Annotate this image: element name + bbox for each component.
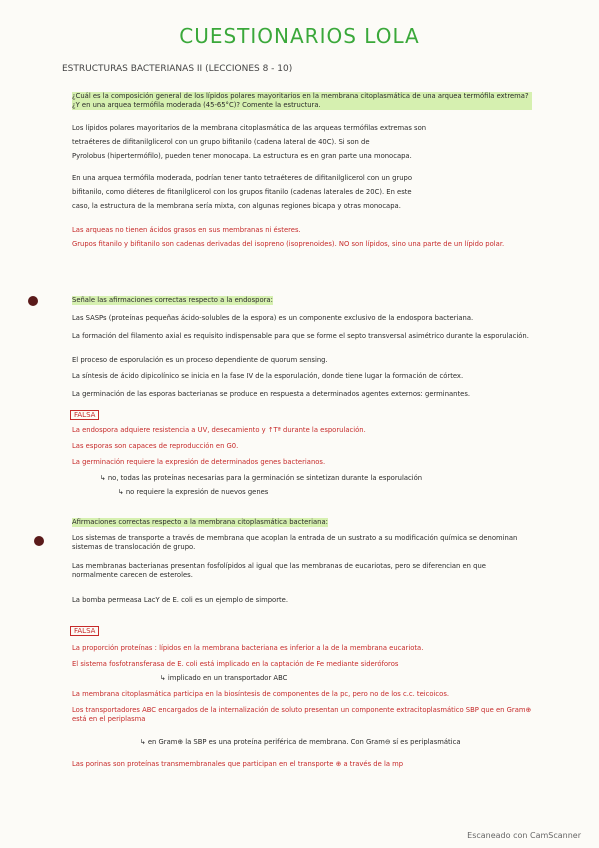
punch-hole xyxy=(28,296,38,306)
false-item: Las esporas son capaces de reproducción en G0. xyxy=(72,442,239,450)
false-label: FALSA xyxy=(70,410,99,420)
false-label: FALSA xyxy=(70,626,99,636)
list-item: El proceso de esporulación es un proceso dependiente de quorum sensing. xyxy=(72,356,328,364)
question-1: ¿Cuál es la composición general de los lípidos polares mayoritarios en la membrana citoplasmática de una arquea termófila extrema? ¿Y en una arquea termófila moderada (45-65°C)? Comente la estructura. xyxy=(72,92,532,110)
false-item: Las porinas son proteínas transmembranales que participan en el transporte ⊕ a través de la mp xyxy=(72,760,404,768)
answer-1-line: En una arquea termófila moderada, podrían tener tanto tetraéteres de difitanilglicerol con un grupo xyxy=(72,174,412,182)
list-item: Los sistemas de transporte a través de membrana que acoplan la entrada de un sustrato a su modificación química se denominan sistemas de translocación de grupo. xyxy=(72,534,518,551)
false-note: ↳ no, todas las proteínas necesarias para la germinación se sintetizan durante la esporulación xyxy=(100,474,423,482)
subtitle: ESTRUCTURAS BACTERIANAS II (LECCIONES 8 - 10) xyxy=(62,64,293,74)
list-item: La formación del filamento axial es requisito indispensable para que se forme el septo transversal asimétrico durante la esporulación. xyxy=(72,332,529,340)
false-item: El sistema fosfotransferasa de E. coli está implicado en la captación de Fe mediante sideróforos xyxy=(72,660,399,668)
answer-1-line: Pyrolobus (hipertermófilo), pueden tener monocapa. La estructura es en gran parte una monocapa. xyxy=(72,152,412,160)
note-1: Grupos fitanilo y bifitanilo son cadenas derivadas del isopreno (isoprenoides). NO son lípidos, sino una parte de un lípido polar. xyxy=(72,240,505,248)
false-note: ↳ en Gram⊕ la SBP es una proteína periférica de membrana. Con Gram⊖ sí es periplasmática xyxy=(140,738,461,746)
false-item: Los transportadores ABC encargados de la internalización de soluto presentan un componente extracitoplasmático SBP que en Gram⊕ está en el periplasma xyxy=(72,706,532,723)
false-note: ↳ no requiere la expresión de nuevos genes xyxy=(118,488,269,496)
answer-1-line: Los lípidos polares mayoritarios de la membrana citoplasmática de las arqueas termófilas extremas son xyxy=(72,124,427,132)
answer-1-line: caso, la estructura de la membrana sería mixta, con algunas regiones bicapa y otras monocapa. xyxy=(72,202,401,210)
list-item: La bomba permeasa LacY de E. coli es un ejemplo de simporte. xyxy=(72,596,288,604)
list-item: La germinación de las esporas bacterianas se produce en respuesta a determinados agentes externos: germinantes. xyxy=(72,390,471,398)
false-note: ↳ implicado en un transportador ABC xyxy=(160,674,288,682)
question-3: Afirmaciones correctas respecto a la membrana citoplasmática bacteriana: xyxy=(72,518,328,526)
list-item: La síntesis de ácido dipicolínico se inicia en la fase IV de la esporulación, donde tiene lugar la formación de córtex. xyxy=(72,372,464,380)
false-item: La proporción proteínas : lípidos en la membrana bacteriana es inferior a la de la membrana eucariota. xyxy=(72,644,424,652)
question-2: Señale las afirmaciones correctas respecto a la endospora: xyxy=(72,296,273,304)
list-item: Las membranas bacterianas presentan fosfolípidos al igual que las membranas de eucariotas, pero se diferencian en que normalmente carecen de esteroles. xyxy=(72,562,486,579)
scanner-watermark: Escaneado con CamScanner xyxy=(467,831,581,840)
false-item: La membrana citoplasmática participa en la biosíntesis de componentes de la pc, pero no de los c.c. teicoicos. xyxy=(72,690,450,698)
list-item: Las SASPs (proteínas pequeñas ácido-solubles de la espora) es un componente exclusivo de la endospora bacteriana. xyxy=(72,314,474,322)
answer-1-line: bifitanilo, como diéteres de fitanilglicerol con los grupos fitanilo (cadenas laterales de 20C). En este xyxy=(72,188,412,196)
false-item: La germinación requiere la expresión de determinados genes bacterianos. xyxy=(72,458,326,466)
page-title: CUESTIONARIOS LOLA xyxy=(179,24,420,48)
false-item: La endospora adquiere resistencia a UV, desecamiento y ↑Tª durante la esporulación. xyxy=(72,426,366,434)
note-1: Las arqueas no tienen ácidos grasos en sus membranas ni ésteres. xyxy=(72,226,301,234)
answer-1-line: tetraéteres de difitanilglicerol con un grupo bifitanilo (cadena lateral de 40C). Si son de xyxy=(72,138,370,146)
punch-hole xyxy=(34,536,44,546)
